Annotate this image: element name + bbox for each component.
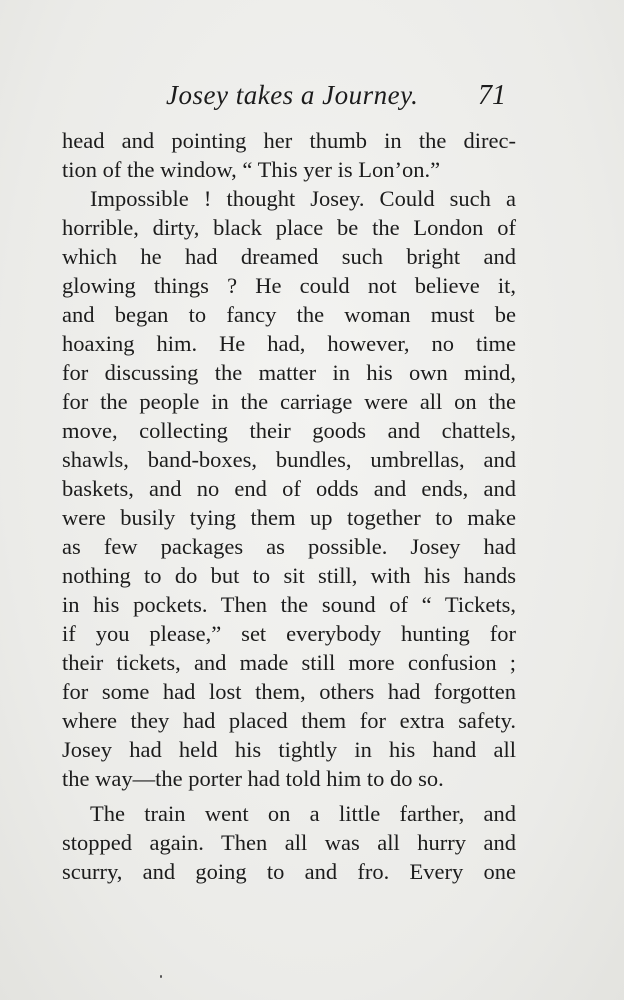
paragraph-2 — [62, 184, 516, 793]
paragraph-3 — [62, 799, 516, 886]
text-line: for discussing the matter in his own mind, — [62, 360, 516, 385]
body-text — [62, 126, 516, 886]
text-line: if you please,” set everybody hunting for — [62, 621, 516, 646]
text-line: which he had dreamed such bright and — [62, 244, 516, 269]
text-line: for the people in the carriage were all on the — [62, 389, 516, 414]
text-line: nothing to do but to sit still, with his hands — [62, 563, 516, 588]
running-head-title: Josey takes a Journey. — [166, 80, 419, 110]
text-line: Josey had held his tightly in his hand all — [62, 737, 516, 762]
text-line: where they had placed them for extra safety. — [62, 708, 516, 733]
text-line: in his pockets. Then the sound of “ Tickets, — [62, 592, 516, 617]
text-line: Impossible ! thought Josey. Could such a — [90, 186, 516, 211]
text-line: hoaxing him. He had, however, no time — [62, 331, 516, 356]
text-line: were busily tying them up together to make — [62, 505, 516, 530]
text-line: for some had lost them, others had forgotten — [62, 679, 516, 704]
paragraph-1 — [62, 126, 516, 184]
text-line: their tickets, and made still more confusion ; — [62, 650, 516, 675]
text-line: move, collecting their goods and chattels, — [62, 418, 516, 443]
text-line: stopped again. Then all was all hurry and — [62, 830, 516, 855]
text-line: glowing things ? He could not believe it, — [62, 273, 516, 298]
text-line: The train went on a little farther, and — [90, 801, 516, 826]
text-line: baskets, and no end of odds and ends, and — [62, 476, 516, 501]
text-line: head and pointing her thumb in the direc- — [62, 128, 516, 153]
text-line: tion of the window, “ This yer is Lon’on.” — [62, 157, 441, 182]
page-number: 71 — [478, 80, 506, 111]
paper-speck — [160, 975, 162, 978]
text-line: scurry, and going to and fro. Every one — [62, 859, 516, 884]
text-line: and began to fancy the woman must be — [62, 302, 516, 327]
text-line: horrible, dirty, black place be the London of — [62, 215, 516, 240]
text-line: shawls, band-boxes, bundles, umbrellas, and — [62, 447, 516, 472]
running-head — [0, 80, 624, 120]
text-line: the way—the porter had told him to do so. — [62, 766, 444, 791]
text-line: as few packages as possible. Josey had — [62, 534, 516, 559]
